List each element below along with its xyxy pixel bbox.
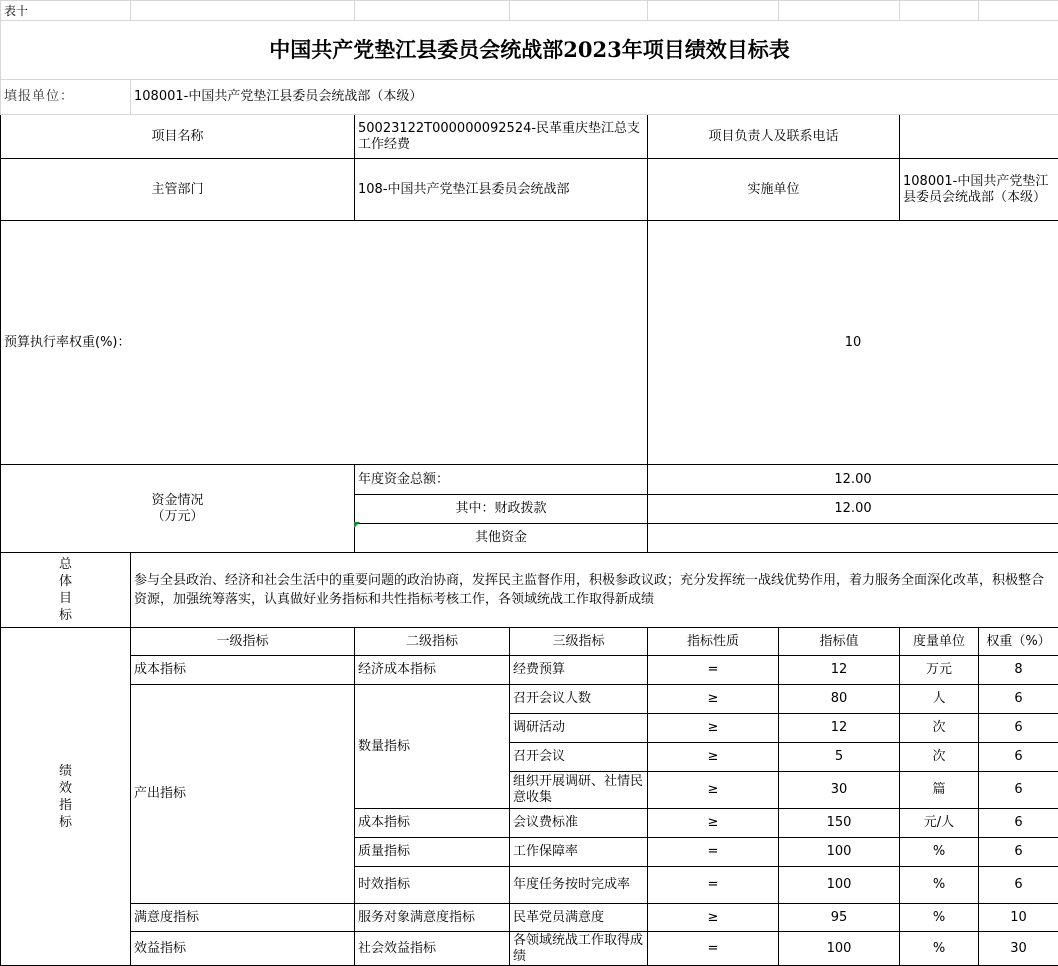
unit-cell: 次	[900, 714, 979, 743]
page-title: 中国共产党垫江县委员会统战部2023年项目绩效目标表	[1, 21, 1058, 80]
value-cell: 12	[779, 656, 900, 685]
other-funds-value	[648, 524, 1058, 553]
nature-cell: ≥	[648, 904, 779, 932]
header-l2: 二级指标	[355, 628, 510, 656]
l3-cell: 召开会议人数	[510, 685, 648, 714]
l2-cell: 时效指标	[355, 867, 510, 904]
weight-cell: 8	[979, 656, 1058, 685]
nature-cell: ≥	[648, 714, 779, 743]
funds-label-line2: （万元）	[151, 508, 204, 524]
nature-cell: ≥	[648, 809, 779, 838]
l1-cell: 成本指标	[131, 656, 355, 685]
nature-cell: ≥	[648, 743, 779, 772]
header-nature: 指标性质	[648, 628, 779, 656]
overall-goal-text: 参与全县政治、经济和社会生活中的重要问题的政治协商，发挥民主监督作用，积极参政议政；充分发挥统一战线优势作用，着力服务全面深化改革，积极整合资源，加强统筹落实，认真做好业务指标和共性指标考核工作，各领域统战工作取得新成绩	[131, 553, 1058, 628]
value-cell: 30	[779, 772, 900, 809]
weight-cell: 6	[979, 809, 1058, 838]
value-cell: 95	[779, 904, 900, 932]
fiscal-funds-label: 其中：财政拨款	[355, 495, 648, 524]
fill-unit-label: 填报单位：	[1, 80, 131, 115]
fiscal-funds-value: 12.00	[648, 495, 1058, 524]
weight-cell: 30	[979, 932, 1058, 966]
l3-cell: 组织开展调研、社情民意收集	[510, 772, 648, 809]
other-funds-label: 其他资金	[355, 524, 648, 553]
value-cell: 100	[779, 838, 900, 867]
indicators-label: 绩 效 指 标	[1, 628, 131, 966]
table-row	[1, 685, 1058, 714]
sheet-tag: 表十	[1, 1, 131, 21]
fill-unit-value: 108001-中国共产党垫江县委员会统战部（本级）	[131, 80, 1058, 115]
l3-cell: 召开会议	[510, 743, 648, 772]
l3-cell: 会议费标准	[510, 809, 648, 838]
l3-cell: 经费预算	[510, 656, 648, 685]
weight-cell: 6	[979, 772, 1058, 809]
unit-cell: 篇	[900, 772, 979, 809]
weight-cell: 6	[979, 714, 1058, 743]
unit-cell: 人	[900, 685, 979, 714]
l1-cell: 满意度指标	[131, 904, 355, 932]
project-owner-label: 项目负责人及联系电话	[648, 115, 900, 159]
value-cell: 12	[779, 714, 900, 743]
nature-cell: =	[648, 656, 779, 685]
weight-cell: 6	[979, 867, 1058, 904]
nature-cell: ≥	[648, 772, 779, 809]
nature-cell: =	[648, 932, 779, 966]
header-value: 指标值	[779, 628, 900, 656]
implementing-unit-label: 实施单位	[648, 159, 900, 221]
l2-cell: 社会效益指标	[355, 932, 510, 966]
l2-cell: 成本指标	[355, 809, 510, 838]
budget-rate-weight-label: 预算执行率权重(%)：	[1, 221, 648, 465]
overall-goal-label: 总 体 目 标	[1, 553, 131, 628]
project-name-value: 50023122T000000092524-民革重庆垫江总支工作经费	[355, 115, 648, 159]
weight-cell: 6	[979, 743, 1058, 772]
unit-cell: %	[900, 838, 979, 867]
weight-cell: 6	[979, 838, 1058, 867]
weight-cell: 6	[979, 685, 1058, 714]
unit-cell: %	[900, 932, 979, 966]
project-owner-value	[900, 115, 1058, 159]
department-value: 108-中国共产党垫江县委员会统战部	[355, 159, 648, 221]
value-cell: 100	[779, 867, 900, 904]
l2-cell: 数量指标	[355, 685, 510, 809]
l2-cell: 服务对象满意度指标	[355, 904, 510, 932]
l3-cell: 民革党员满意度	[510, 904, 648, 932]
unit-cell: 次	[900, 743, 979, 772]
l2-cell: 经济成本指标	[355, 656, 510, 685]
nature-cell: =	[648, 838, 779, 867]
header-l3: 三级指标	[510, 628, 648, 656]
nature-cell: ≥	[648, 685, 779, 714]
implementing-unit-value: 108001-中国共产党垫江县委员会统战部（本级）	[900, 159, 1058, 221]
l3-cell: 各领域统战工作取得成绩	[510, 932, 648, 966]
unit-cell: %	[900, 904, 979, 932]
table-row	[1, 932, 1058, 966]
funds-label	[1, 465, 355, 553]
table-row	[1, 656, 1058, 685]
funds-label-line1: 资金情况	[151, 492, 204, 508]
value-cell: 80	[779, 685, 900, 714]
department-label: 主管部门	[1, 159, 355, 221]
l1-cell: 产出指标	[131, 685, 355, 904]
total-funds-value: 12.00	[648, 465, 1058, 495]
unit-cell: 元/人	[900, 809, 979, 838]
l3-cell: 年度任务按时完成率	[510, 867, 648, 904]
header-l1: 一级指标	[131, 628, 355, 656]
value-cell: 100	[779, 932, 900, 966]
weight-cell: 10	[979, 904, 1058, 932]
l2-cell: 质量指标	[355, 838, 510, 867]
l1-cell: 效益指标	[131, 932, 355, 966]
unit-cell: 万元	[900, 656, 979, 685]
value-cell: 5	[779, 743, 900, 772]
table-row	[1, 904, 1058, 932]
cell-comment-marker	[354, 522, 360, 528]
header-weight: 权重（%）	[979, 628, 1058, 656]
budget-rate-weight-value: 10	[648, 221, 1058, 465]
l3-cell: 工作保障率	[510, 838, 648, 867]
header-unit: 度量单位	[900, 628, 979, 656]
unit-cell: %	[900, 867, 979, 904]
nature-cell: =	[648, 867, 779, 904]
total-funds-label: 年度资金总额：	[355, 465, 648, 495]
l3-cell: 调研活动	[510, 714, 648, 743]
project-name-label: 项目名称	[1, 115, 355, 159]
value-cell: 150	[779, 809, 900, 838]
